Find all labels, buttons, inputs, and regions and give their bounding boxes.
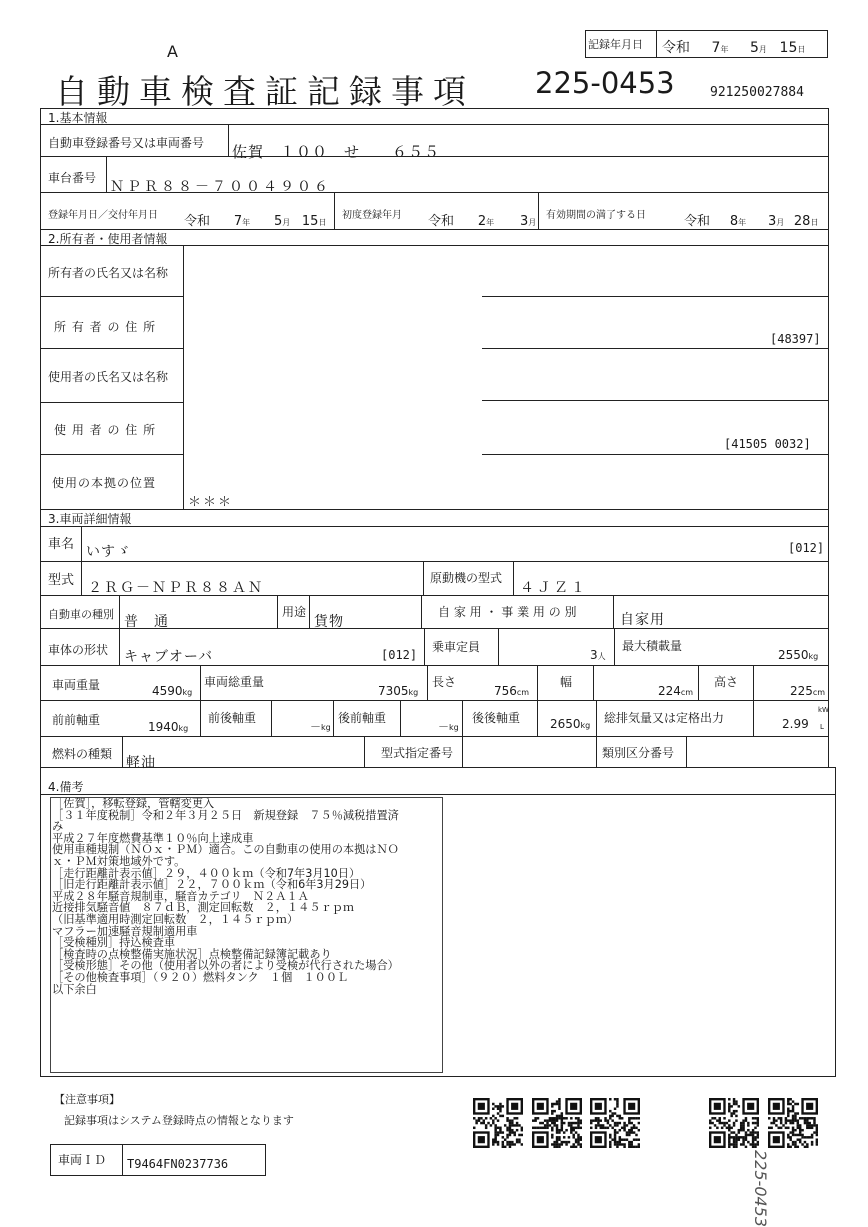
- fr-axle-label: 前後軸重: [208, 711, 257, 725]
- private-commercial-label: 自 家 用 ・ 事 業 用 の 別: [438, 605, 577, 619]
- use-value: 貨物: [314, 614, 344, 630]
- chassis-number: ＮＰＲ８８－７００４９０６: [110, 179, 331, 195]
- doc-letter: A: [167, 42, 178, 61]
- max-load-label: 最大積載量: [622, 639, 683, 653]
- private-commercial-value: 自家用: [620, 612, 665, 628]
- displacement-unit-bottom: L: [820, 723, 824, 731]
- doc-number: 225-0453: [535, 66, 675, 100]
- chassis-label: 車台番号: [48, 171, 97, 185]
- rr-axle: 2650kg: [550, 717, 591, 731]
- body-shape: キャブオーバ: [124, 649, 214, 665]
- section-remarks-title: 4.備考: [48, 780, 84, 794]
- remarks-line: ［走行距離計表示値］２９，４００ｋｍ（令和7年3月10日）: [52, 866, 361, 880]
- reg-no: 佐賀 １００ せ ６５５: [232, 143, 441, 161]
- remarks-line: ［受検形態］その他（使用者以外の者により受検が代行された場合）: [52, 959, 399, 973]
- user-address-code: [41505 0032]: [724, 437, 811, 451]
- remarks-line: ［佐賀］，移転登録，管轄変更入: [52, 798, 215, 810]
- section-basic-title: 1.基本情報: [48, 111, 108, 125]
- section-owner-title: 2.所有者・使用者情報: [48, 232, 168, 246]
- engine-label: 原動機の型式: [430, 571, 503, 585]
- length-label: 長さ: [432, 675, 457, 689]
- remarks-line: ［３１年度税制］令和２年３月２５日 新規登録 ７５％減税措置済: [52, 808, 399, 822]
- fr-axle: －kg: [310, 720, 331, 733]
- fuel: 軽油: [126, 755, 156, 771]
- notice-title: 【注意事項】: [54, 1093, 120, 1106]
- vehicle-name-code: [012]: [788, 541, 825, 555]
- owner-address-code: [48397]: [770, 332, 821, 346]
- body-shape-code: [012]: [381, 648, 418, 662]
- remarks-line: 使用車種規制（ＮＯｘ・ＰＭ）適合。この自動車の使用の本拠はＮＯ: [52, 843, 399, 857]
- vehicle-id-label: 車両ＩＤ: [58, 1153, 107, 1167]
- remarks-line: み: [52, 820, 64, 834]
- engine-model: ４ＪＺ１: [520, 580, 588, 596]
- qr-code-2: [532, 1098, 582, 1148]
- reg-date-label: 登録年月日／交付年月日: [48, 210, 158, 221]
- height-label: 高さ: [714, 675, 739, 689]
- weight: 4590kg: [152, 684, 193, 698]
- vehicle-name-label: 車名: [48, 537, 75, 552]
- vehicle-type: 普 通: [124, 614, 169, 630]
- max-load: 2550kg: [778, 648, 819, 662]
- qr-code-3: [590, 1098, 640, 1148]
- type-designation-label: 型式指定番号: [381, 746, 454, 760]
- height: 225cm: [790, 684, 826, 698]
- qr-code-5: [768, 1098, 818, 1148]
- notice-text: 記録事項はシステム登録時点の情報となります: [64, 1114, 294, 1127]
- base-location-label: 使用の本拠の位置: [52, 476, 157, 490]
- use-label: 用途: [282, 605, 307, 619]
- rf-axle: －kg: [438, 720, 459, 733]
- remarks-line: 平成２８年騒音規制車，騒音カテゴリ Ｎ２Ａ１Ａ: [52, 889, 309, 903]
- user-address-label: 使 用 者 の 住 所: [54, 423, 157, 437]
- remarks-line: ［受検種別］持込検査車: [52, 936, 176, 950]
- record-date-label: 記録年月日: [588, 38, 643, 51]
- fuel-label: 燃料の種類: [52, 747, 113, 761]
- owner-name-label: 所有者の氏名又は名称: [48, 266, 169, 280]
- rr-axle-label: 後後軸重: [472, 711, 521, 725]
- remarks-line: ［その他検査事項］（９２０）燃料タンク １個 １００Ｌ: [52, 970, 349, 984]
- user-name-label: 使用者の氏名又は名称: [48, 370, 169, 384]
- length: 756cm: [494, 684, 530, 698]
- reg-date: 令和 7年 5月 15日: [184, 214, 327, 229]
- remarks-text: [52, 798, 442, 995]
- serial-number: 921250027884: [710, 85, 804, 100]
- vehicle-type-label: 自動車の種別: [48, 608, 114, 621]
- remarks-line: （旧基準適用時測定回転数 ２，１４５ｒｐｍ）: [52, 912, 299, 926]
- displacement: 2.99: [782, 717, 809, 731]
- remarks-line: 近接排気騒音値 ８７ｄＢ，測定回転数 ２，１４５ｒｐｍ: [52, 901, 355, 915]
- page-title: 自動車検査証記録事項: [55, 72, 475, 111]
- first-reg-date: 令和 2年 3月: [428, 214, 537, 229]
- base-location-value: ＊＊＊: [188, 495, 234, 510]
- gross-weight: 7305kg: [378, 684, 419, 698]
- expiry-date: 令和 8年 3月 28日: [684, 214, 819, 229]
- remarks-line: ［検査時の点検整備実施状況］点検整備記録簿記載あり: [52, 947, 332, 961]
- ff-axle: 1940kg: [148, 720, 189, 734]
- gross-weight-label: 車両総重量: [204, 675, 265, 689]
- weight-label: 車両重量: [52, 678, 101, 692]
- vehicle-name: いすゞ: [86, 544, 131, 560]
- rf-axle-label: 後前軸重: [338, 711, 387, 725]
- body-shape-label: 車体の形状: [48, 643, 109, 657]
- qr-code-1: [473, 1098, 523, 1148]
- owner-address-label: 所 有 者 の 住 所: [54, 320, 157, 334]
- width: 224cm: [658, 684, 694, 698]
- width-label: 幅: [560, 675, 573, 689]
- remarks-line: ［旧走行距離計表示値］２２，７００ｋｍ（令和6年3月29日）: [52, 878, 372, 892]
- model: ２ＲＧ－ＮＰＲ８８ＡＮ: [88, 580, 264, 596]
- expiry-label: 有効期間の満了する日: [546, 210, 646, 221]
- remarks-line: マフラー加速騒音規制適用車: [52, 924, 198, 938]
- capacity: 3人: [590, 648, 606, 662]
- remarks-line: ｘ・ＰＭ対策地域外です。: [52, 854, 186, 868]
- qr-code-4: [709, 1098, 759, 1148]
- remarks-line: 平成２７年度燃費基準１０％向上達成車: [52, 831, 254, 845]
- record-date: 令和 7年 5月 15日: [662, 40, 806, 56]
- capacity-label: 乗車定員: [432, 640, 481, 654]
- model-label: 型式: [48, 573, 75, 588]
- remarks-line: 以下余白: [52, 982, 97, 996]
- displacement-label: 総排気量又は定格出力: [604, 711, 725, 725]
- displacement-unit-top: kW: [818, 706, 829, 714]
- reg-no-label: 自動車登録番号又は車両番号: [48, 136, 205, 150]
- category-label: 類別区分番号: [602, 746, 675, 760]
- first-reg-label: 初度登録年月: [342, 210, 402, 221]
- section-vehicle-title: 3.車両詳細情報: [48, 512, 132, 526]
- vehicle-id-value: T9464FN0237736: [127, 1157, 229, 1171]
- ff-axle-label: 前前軸重: [52, 713, 101, 727]
- handwritten-note: 225-0453: [751, 1150, 770, 1227]
